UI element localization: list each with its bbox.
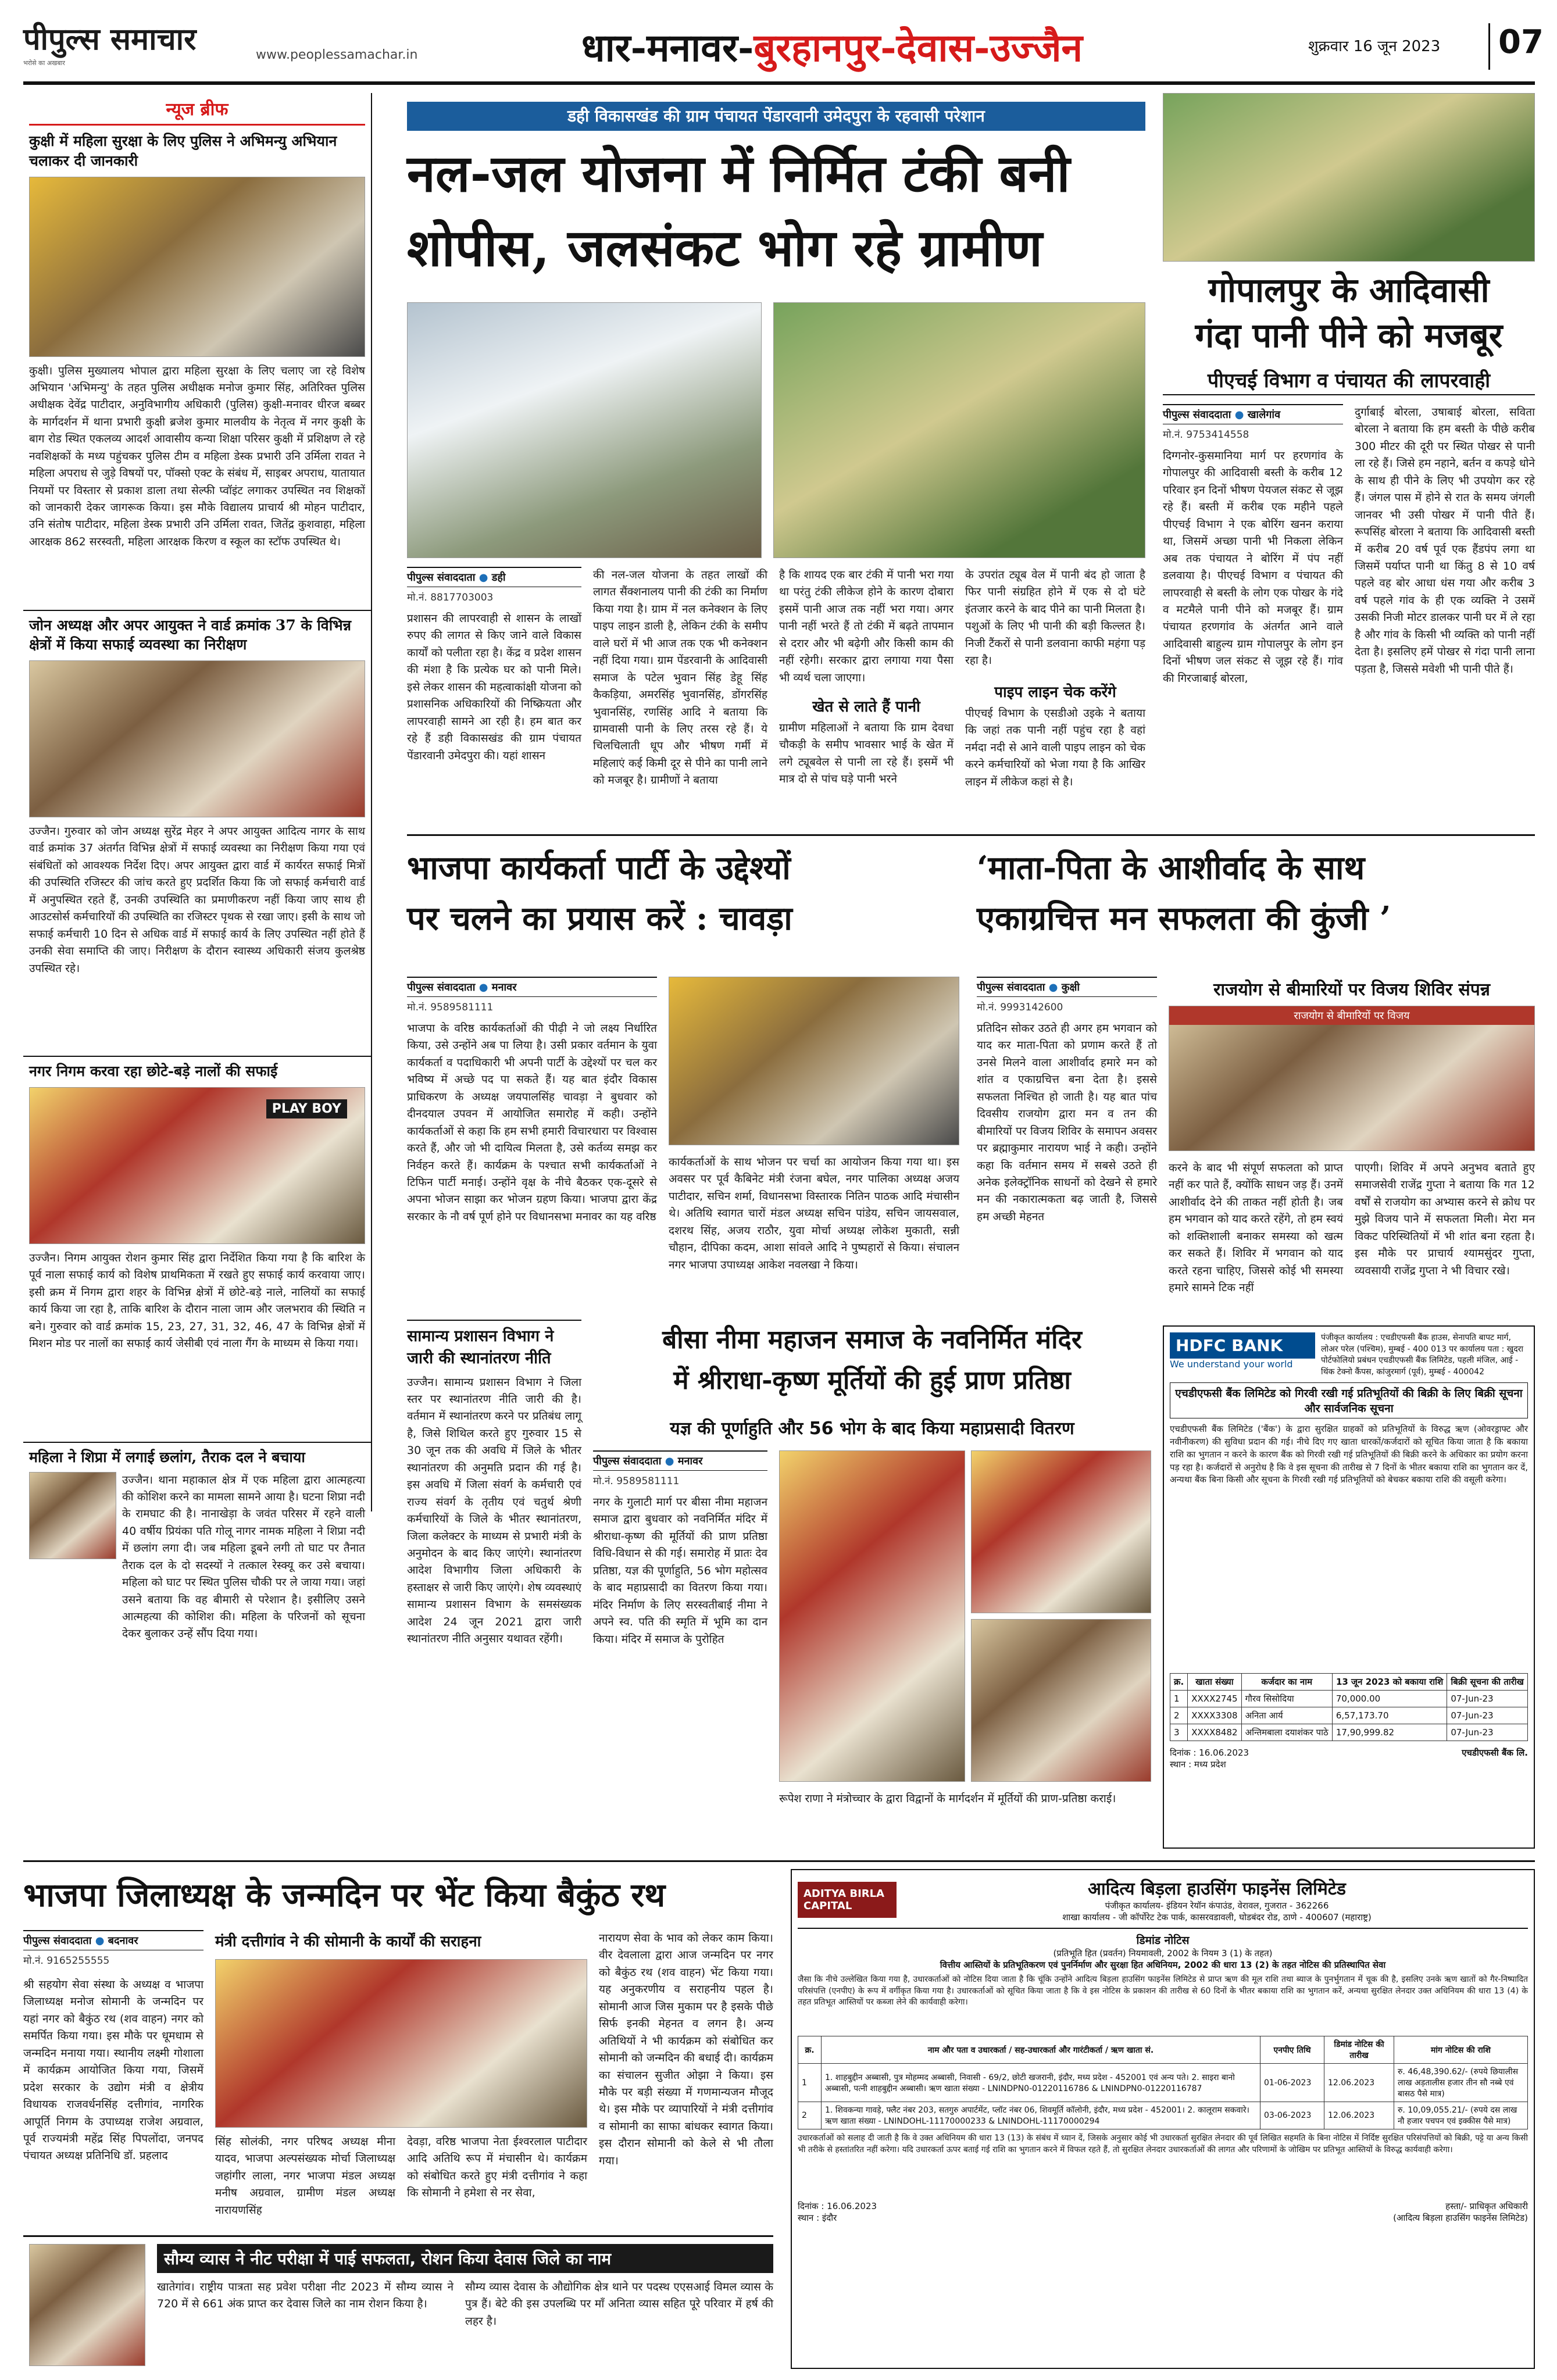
bjp-photo [669, 977, 959, 1145]
aditya-place: स्थान : इंदौर [798, 2213, 837, 2223]
bjp-col2: कार्यकर्ताओं के साथ भोजन पर चर्चा का आयोजन किया गया था। इस अवसर पर पूर्व कैबिनेट मंत्री रंजना बघेल, नगर पालिका अध्यक्ष अजय पाटीदार, सचिन शर्मा, विधानसभा विस्तारक नितिन पाठक आदि मंचासीन थे। अतिथि स्वागत चारों मंडल अध्यक्ष सचिन पांडेय, सचिन जायसवाल, दशरथ सिंह, अजय राठौर, युवा मोर्चा अध्यक्ष लोकेश मुकाती, सन्नी चौहान, दीपिका कदम, आशा सांवले आदि ने पुष्पहारों से किया। संचालन नगर भाजपा उपाध्यक्ष आकेश नवलखा ने किया। [669, 1156, 959, 1271]
hdfc-table [1170, 1673, 1528, 1741]
website-url[interactable]: www.peoplessamachar.in [256, 48, 418, 62]
aditya-intro: जैसा कि नीचे उल्लेखित किया गया है, उधारकर्ताओं को नोटिस दिया जाता है कि चूंकि उन्होंने आदित्य बिड़ला हाउसिंग फाइनेंस लिमिटेड से प्राप्त ऋण की मूल राशि तथा ब्याज के पुनर्भुगतान में चूक की है, इसलिए उनके ऋण खातों को गैर-निष्पादित परिसंपत्ति (एनपीए) के रूप में वर्गीकृत किया गया है। उधारकर्ताओं को सूचित किया जाता है कि वे इस नोटिस के प्रकाशन की तारीख से 60 दिनों के भीतर बकाया राशि का भुगतान करें, अन्यथा सुरक्षित लेनदार उक्त अधिनियम की धारा 13 (4) के तहत प्रतिभूत आस्तियों पर कब्जा लेने की कार्यवाही करेगा। [798, 1975, 1528, 2007]
lead-mobile: मो.नं. 8817703003 [407, 592, 494, 603]
matapita-col1: प्रतिदिन सोकर उठते ही अगर हम भगवान को याद कर माता-पिता को प्रणाम करते हैं तो उनसे मिलने वाला आशीर्वाद हमारे मन को शांत व एकाग्रचित्त बना देता है। इससे सफलता निश्चित हो जाती है। यह बात पांच दिवसीय राजयोग द्वारा मन व तन की बीमारियों पर विजय शिविर के समापन अवसर पर ब्रह्माकुमार नारायण भाई ने कही। उन्होंने कहा कि वर्तमान समय में सबसे उठते ही अनेक इलेक्ट्रॉनिक साधनों को देखने से हमारे मन की नकारात्मकता बढ़ जाती है, जिससे हम अच्छी मेहनत [977, 1022, 1157, 1223]
lead-col4b: पीएचई विभाग के एसडीओ उइके ने बताया कि जहां तक पानी नहीं पहुंच रहा है वहां नर्मदा नदी से आने वाली पाइप लाइन को चेक करने कर्मचारियों को भेजा गया है कि आखिर लाइन में लीकेज कहां से है। [965, 707, 1145, 788]
temple-subhead: यज्ञ की पूर्णाहुति और 56 भोग के बाद किया महाप्रसादी वितरण [670, 1418, 1074, 1439]
temple-photo-2 [971, 1450, 1151, 1613]
matapita-photo-banner: राजयोग से बीमारियों पर विजय [1169, 1006, 1534, 1025]
gopalpur-col2: दुर्गाबाई बोरला, उषाबाई बोरला, सविता बोरला ने बताया कि हम बस्ती के पीछे करीब 300 मीटर की दूरी पर स्थित पोखर से पानी ला रहे हैं। जिसे हम नहाने, बर्तन व कपड़े धोने के साथ ही पीने के लिए भी उपयोग कर रहे हैं। जंगल पास में होने से रात के समय जंगली जानवर भी उसी पोखर में पानी पीते हैं। रूपसिंह बोरला ने बताया कि आदिवासी बस्ती में करीब 20 वर्ष पूर्व एक हैंडपंप लगा था जिसमें पर्याप्त पानी था किंतु 8 से 10 वर्ष पहले वह बोर आधा धंस गया और करीब 3 वर्ष पहले गांव के ही एक व्यक्ति ने उसमें उसकी निजी मोटर डालकर पानी घर में ले रहा है और गांव के किसी भी व्यक्ति को पानी नहीं देता है। इसलिए हमें पोखर से गंदा पानी लाना पड़ता है, जिससे मवेशी भी पानी पीते हैं। [1355, 406, 1535, 676]
news-brief-label: न्यूज ब्रीफ [29, 93, 365, 126]
hdfc-notice-title: एचडीएफसी बैंक लिमिटेड को गिरवी रखी गई प्रतिभूतियों की बिक्री के लिए बिक्री सूचना और सार्वजनिक सूचना [1170, 1382, 1528, 1418]
hdfc-signatory: एचडीएफसी बैंक लि. [1462, 1748, 1528, 1759]
aditya-date: दिनांक : 16.06.2023 [798, 2201, 877, 2211]
gopalpur-photo [1163, 93, 1535, 262]
table-row: 1 1. शाहबुद्दीन अब्बासी, पुत्र मोहम्मद अब्बासी, निवासी - 69/2, छोटी खजरानी, इंदौर, मध्य प्रदेश - 452001 एवं अन्य पते। 2. साइरा बानो अब्बासी, पत्नी शाहबुद्दीन अब्बासी। ऋण खाता संख्या - LNINDPN0-01220116786 & LNINDPN0-01220116787 01-06-2023 12.06.2023 रु. 46,48,390.62/- (रुपये छियालीस लाख अड़तालीस हजार तीन सौ नब्बे एवं बासठ पैसे मात्र) [798, 2064, 1528, 2102]
aditya-act: वित्तीय आस्तियों के प्रतिभूतिकरण एवं पुनर्निर्माण और सुरक्षा हित अधिनियम, 2002 की धारा 13 (2) के तहत नोटिस की प्रतिस्थापित सेवा [940, 1960, 1386, 1970]
transfer-story [407, 1320, 581, 1854]
aditya-closing: उधारकर्ताओं को सलाह दी जाती है कि वे उक्त अधिनियम की धारा 13 (13) के संबंध में ध्यान दें, जिसके अनुसार कोई भी उधारकर्ता सुरक्षित लेनदार की पूर्व लिखित सहमति के बिना नोटिस में निर्दिष्ट सुरक्षित परिसंपत्तियों को बिक्री, पट्टे या अन्य किसी भी तरीके से हस्तांतरित नहीं करेगा। यदि उधारकर्ता ऊपर बताई गई राशि का भुगतान करने में विफल रहते हैं, तो सुरक्षित लेनदार उधारकर्ताओं की लागत और परिणामों के जोखिम पर प्रतिभूत आस्तियों के विरुद्ध कार्यवाही करेगा। [798, 2134, 1528, 2154]
lead-byline: पीपुल्स संवाददाता ● डही [407, 567, 581, 584]
bottom-rule [23, 1860, 1535, 1862]
lead-col4-wrap [965, 567, 1145, 823]
lead-photo-tank [407, 302, 762, 558]
lead-col1: प्रशासन की लापरवाही से शासन के लाखों रुपए की लागत से किए जाने वाले विकास कार्यों को पलीता रहा है। केंद्र व प्रदेश शासन की मंशा है कि प्रत्येक घर को पानी मिले। इसे लेकर शासन की महत्वाकांक्षी योजना को प्रशासनिक अधिकारियों की निष्क्रियता और लापरवाही सामने आ रही है। हम बात कर रहे हैं डही विकासखंड की ग्राम पंचायत पेंडारवानी उमेदपुरा की। यहां शासन [407, 612, 581, 762]
gopalpur-subhead: पीएचई विभाग व पंचायत की लापरवाही [1163, 366, 1535, 395]
birthday-col2: सिंह सोलंकी, नगर परिषद अध्यक्ष मीना यादव, भाजपा अल्पसंख्यक मोर्चा जिलाध्यक्ष जहांगीर लाला, नगर भाजपा मंडल अध्यक्ष मनीष अग्रवाल, ग्रामीण मंडल अध्यक्ष नारायणसिंह [215, 2135, 395, 2217]
matapita-col2: करने के बाद भी संपूर्ण सफलता को प्राप्त नहीं कर पाते हैं, क्योंकि साधन जड़ हैं। उनमें आशीर्वाद देने की ताकत नहीं होती है। जब हम भगवान को याद करते रहेंगे, तो हम स्वयं को शक्तिशाली बनाकर समस्या को खत्म कर सकते हैं। शिविर में भगवान को याद करते रहना चाहिए, जिससे कोई भी समस्या हमारे सामने टिक नहीं [1169, 1162, 1343, 1295]
table-row: 2 1. शिवकन्या गावड़े, फ्लैट नंबर 203, सतगुरु अपार्टमेंट, प्लॉट नंबर 06, शिवमूर्ति कॉलोनी, इंदौर, मध्य प्रदेश - 452001। 2. कालूराम सकवारे। ऋण खाता संख्या - LNINDOHL-11170000233 & LNINDOHL-11170000294 03-06-2023 12.06.2023 रु. 10,09,055.21/- (रुपये दस लाख नौ हजार पचपन एवं इक्कीस पैसे मात्र) [798, 2102, 1528, 2129]
hdfc-tagline: We understand your world [1170, 1359, 1293, 1370]
hdfc-notice [1163, 1325, 1535, 1849]
lead-subhead-field: खेत से लाते हैं पानी [812, 698, 920, 716]
bjp-byline: पीपुल्स संवाददाता ● मनावर [407, 977, 657, 994]
news-brief-column [23, 93, 372, 1641]
aditya-table [798, 2036, 1528, 2129]
birthday-col1: श्री सहयोग सेवा संस्था के अध्यक्ष व भाजपा जिलाध्यक्ष मनोज सोमानी के जन्मदिन पर यहां नगर को बैकुंठ रथ (शव वाहन) नगर को समर्पित किया गया। इस मौके पर धूमधाम से जन्मदिन मनाया गया। स्थानीय लक्ष्मी गोशाला में कार्यक्रम आयोजित किया गया, जिसमें प्रदेश सरकार के उद्योग मंत्री व क्षेत्रीय विधायक राजवर्धनसिंह दत्तीगांव, नागरिक आपूर्ति निगम के उपाध्यक्ष राजेश अग्रवाल, पूर्व राज्यमंत्री महेंद्र सिंह पिपलोंदा, जनपद पंचायत अध्यक्ष प्रतिनिधि डॉ. प्रहलाद [23, 1978, 203, 2163]
bjp-headline: भाजपा कार्यकर्ता पार्टी के उद्देश्यों पर चलने का प्रयास करें : चावड़ा [407, 849, 792, 938]
brief4-photo [29, 1472, 116, 1559]
temple-mobile: मो.नं. 9589581111 [593, 1475, 680, 1487]
temple-col1: नगर के गुलाटी मार्ग पर बीसा नीमा महाजन समाज द्वारा बुधवार को नवनिर्मित मंदिर में श्रीराधा-कृष्ण की मूर्तियों की प्राण प्रतिष्ठा विधि-विधान से की गई। समारोह में प्रातः देव प्रतिष्ठा, यज्ञ की पूर्णाहुति, 56 भोग महोत्सव के बाद महाप्रसादी का वितरण किया गया। मंदिर निर्माण के लिए सरस्वतीबाई नीमा ने अपने स्व. पति की स्मृति में भूमि का दान किया। मंदिर में समाज के पुरोहित [593, 1496, 767, 1646]
lead-col4: के उपरांत ट्यूब वेल में पानी बंद हो जाता है फिर पानी संग्रहित होने में एक से दो घंटे इंतजार करने के बाद पीने का पानी मिलता है। पशुओं के लिए भी पानी की बड़ी किल्लत है। निजी टैंकरों से पानी डलवाना काफी महंगा पड़ रहा है। [965, 569, 1145, 667]
gopalpur-byline: पीपुल्स संवाददाता ● खालेगांव [1163, 404, 1343, 421]
hdfc-th: क्र. [1170, 1674, 1188, 1691]
gopalpur-mobile: मो.नं. 9753414558 [1163, 429, 1249, 441]
aditya-th: क्र. [798, 2036, 822, 2064]
aditya-reg-office: पंजीकृत कार्यालय- इंडियन रेयॉन कंपाउंड, वेरावल, गुजरात - 362266 [1105, 1900, 1329, 1911]
aditya-birla-notice [791, 1869, 1535, 2369]
lead-headline: नल-जल योजना में निर्मित टंकी बनी शोपीस, जलसंकट भोग रहे ग्रामीण [407, 143, 1070, 278]
birthday-photo [215, 1959, 587, 2128]
table-row: 1 XXXX2745 गौरव सिसोदिया 70,000.00 07-Jun-23 [1170, 1691, 1528, 1707]
hdfc-date: दिनांक : 16.06.2023 [1170, 1748, 1249, 1759]
brief2-headline: जोन अध्यक्ष और अपर आयुक्त ने वार्ड क्रमांक 37 के विभिन्न क्षेत्रों में किया सफाई व्यवस्था का निरीक्षण [23, 610, 371, 655]
neet-headline: सौम्य व्यास ने नीट परीक्षा में पाई सफलता, रोशन किया देवास जिले का नाम [157, 2244, 773, 2273]
bjp-col1: भाजपा के वरिष्ठ कार्यकर्ताओं की पीढ़ी ने जो लक्ष्य निर्धारित किया, उसे उन्होंने अब पा लिया है। उसी प्रकार वर्तमान के युवा कार्यकर्ता व पदाधिकारी भी अपनी पार्टी के उद्देश्यों पर चल कर भविष्य में अच्छे पद पा सकते हैं। यह बात इंदौर विकास प्राधिकरण के अध्यक्ष जयपालसिंह चावड़ा ने बुधवार को दीनदयाल उपवन में आयोजित समारोह में कही। उन्होंने कार्यकर्ताओं से कहा कि हम सभी हमारी विचारधारा पर विश्वास करते हैं, और जो भी दायित्व मिलता है, उसे कर्तव्य समझ कर निर्वहन करते हैं। कार्यक्रम के पश्चात सभी कार्यकर्ताओं ने टिफिन पार्टी मनाई। उन्होंने वृक्ष के नीचे बैठकर एक-दूसरे से अपना भोजन साझा कर भोजन ग्रहण किया। भाजपा द्वारा केंद्र सरकार के नौ वर्ष पूर्ण होने पर विधानसभा मनावर का यह वरिष्ठ [407, 1022, 657, 1223]
birthday-headline: भाजपा जिलाध्यक्ष के जन्मदिन पर भेंट किया बैकुंठ रथ [23, 1876, 666, 1914]
neet-photo [29, 2244, 145, 2366]
brief1-photo [29, 177, 365, 357]
hdfc-notice-body: एचडीएफसी बैंक लिमिटेड ('बैंक') के द्वारा सुरक्षित ग्राहकों को प्रतिभूतियों के विरुद्ध ऋण (ओवरड्राफ्ट और नवीनीकरण) की सुविधा प्रदान की गई। नीचे दिए गए खाता धारकों/कर्जदारों को सूचित किया जाता है कि बकाया राशि का भुगतान न करने के कारण बैंक को गिरवी रखी गई प्रतिभूतियों की बिक्री करने के अधिकार का प्रयोग करना पड़ रहा है। कर्जदारों से अनुरोध है कि वे इस सूचना की तारीख से 7 दिनों के भीतर बकाया राशि का भुगतान कर दें, अन्यथा बैंक बिना किसी और सूचना के गिरवी रखी गई प्रतिभूतियों को बेचकर बकाया राशि की वसूली करेगा। [1170, 1424, 1528, 1485]
brief3-body: उज्जैन। निगम आयुक्त रोशन कुमार सिंह द्वारा निर्देशित किया गया है कि बारिश के पूर्व नाला सफाई कार्य को विशेष प्राथमिकता में रखते हुए सफाई कार्य करवाया जाए। इसी क्रम में निगम द्वारा शहर के विभिन्न क्षेत्रों में छोटे-बड़े नाले, नालियों का सफाई कार्य किया जा रहा है, ताकि बारिश के दौरान नाला जाम और जलभराव की स्थिति न बने। गुरुवार को वार्ड क्रमांक 15, 23, 27, 31, 32, 46, 47 के विभिन्न क्षेत्रों में मिशन मोड पर नालों का सफाई कार्य जेसीबी एवं नाला गैंग के माध्यम से किया गया। [29, 1251, 365, 1350]
neet-col2: सौम्य व्यास देवास के औद्योगिक क्षेत्र थाने पर पदस्थ एएसआई विमल व्यास के पुत्र हैं। बेटे की इस उपलब्धि पर माँ अनिता व्यास सहित पूरे परिवार में हर्ष की लहर है। [465, 2281, 773, 2328]
hdfc-th: कर्जदार का नाम [1241, 1674, 1332, 1691]
temple-photo-3 [971, 1619, 1151, 1782]
aditya-th: मांग नोटिस की राशि [1394, 2036, 1528, 2064]
table-row: 3 XXXX8482 अन्तिमबाला दयाशंकर पाठे 17,90,999.82 07-Jun-23 [1170, 1724, 1528, 1741]
issue-date: शुक्रवार 16 जून 2023 [1308, 38, 1441, 55]
lead-col2: की नल-जल योजना के तहत लाखों की लागत सैंक्शनालय पानी की टंकी का निर्माण किया गया है। ग्राम में नल कनेक्शन के लिए पाइप लाइन डाली है, लेकिन टंकी के समीप वाले घरों में भी आज तक एक भी कनेक्शन नहीं दिया गया। ग्राम पेंडरवानी के आदिवासी समाज के पटेल भुवान सिंह डेहू सिंह कैकड़िया, अमरसिंह भुवानसिंह, डोंगरसिंह भुवानसिंह, रणसिंह आदि ने बताया कि ग्रामवासी पानी के लिए तरस रहे हैं। ये चिलचिलाती धूप और भीषण गर्मी में महिलाएं कई किमी दूर से पीने का पानी लाने को मजबूर है। ग्रामीणों ने बताया [593, 569, 767, 787]
birthday-col3: देवड़ा, वरिष्ठ भाजपा नेता ईश्वरलाल पाटीदार आदि अतिथि रूप में मंचासीन थे। कार्यक्रम को संबोधित करते हुए मंत्री दत्तीगांव ने कहा कि सोमानी ने हमेशा से नर सेवा, [407, 2135, 587, 2200]
lead-kicker: डही विकासखंड की ग्राम पंचायत पेंडारवानी उमेदपुरा के रहवासी परेशान [407, 102, 1145, 131]
lead-col3-wrap [779, 567, 954, 823]
birthday-mobile: मो.नं. 9165255555 [23, 1955, 110, 1967]
hdfc-place: स्थान : मध्य प्रदेश [1170, 1759, 1226, 1770]
matapita-col3: पाएगी। शिविर में अपने अनुभव बताते हुए समाजसेवी राजेंद्र गुप्ता ने बताया कि गत 12 वर्षों से राजयोग का अभ्यास करने से क्रोध पर मुझे विजय पाने में सफलता मिली। मेरा मन विकट परिस्थितियों में भी शांत बना रहता है। इस मौके पर प्राचार्य श्यामसुंदर गुप्ता, व्यवसायी राजेंद्र गुप्ता ने भी विचार रखे। [1355, 1162, 1535, 1277]
brief2-photo [29, 660, 365, 817]
aditya-sign2: (आदित्य बिड़ला हाउसिंग फाइनेंस लिमिटेड) [1393, 2213, 1528, 2223]
aditya-rule: (प्रतिभूति हित (प्रवर्तन) नियमावली, 2002 के नियम 3 (1) के तहत) [1053, 1948, 1273, 1959]
temple-photo-1 [779, 1450, 965, 1782]
brief1-body: कुक्षी। पुलिस मुख्यालय भोपाल द्वारा महिला सुरक्षा के लिए चलाए जा रहे विशेष अभियान 'अभिमन्यु' के तहत पुलिस अधीक्षक मनोज कुमार सिंह, अतिरिक्त पुलिस अधीक्षक देवेंद्र पाटीदार, अनुविभागीय अधिकारी (पुलिस) कुक्षी-मनावर धीरज बब्बर के मार्गदर्शन में थाना प्रभारी कुक्षी ब्रजेश कुमार मालवीय के नेतृत्व में नगर कुक्षी के बाग रोड स्थित एकलव्य आदर्श आवासीय कन्या शिक्षा परिसर कुक्षी में प्रशिक्षण ले रहे नवशिक्षकों के मध्य पहुंचकर पुलिस टीम व महिला डेस्क प्रभारी उनि उर्मिला रावत ने महिला अपराध से जुड़े विषयों पर, पॉक्सो एक्ट के संबंध में, साइबर अपराध, यातायात नियमों पर विस्तार से प्रकाश डाला तथा सेल्फी प्वॉइंट लगाकर उपस्थित नव शिक्षकों को जानकारी देकर जागरूक किया। इस मौके विद्यालय प्राचार्य श्री मोहन पाटीदार, उनि संतोष पाटीदार, महिला डेस्क प्रभारी उनि उर्मिला रावत, जितेंद्र कुशवाहा, महिला आरक्षक 862 सरस्वती, महिला आरक्षक किरण व स्कूल का स्टॉफ उपस्थित थे। [29, 364, 365, 548]
matapita-subhead: राजयोग से बीमारियों पर विजय शिविर संपन्न [1213, 980, 1490, 1000]
brief3-photo [29, 1087, 365, 1244]
temple-byline: पीपुल्स संवाददाता ● मनावर [593, 1450, 767, 1468]
birthday-byline: पीपुल्स संवाददाता ● बदनावर [23, 1930, 203, 1947]
matapita-byline: पीपुल्स संवाददाता ● कुक्षी [977, 977, 1157, 994]
lead-photo-villagers [773, 302, 1145, 558]
lead-col3b: ग्रामीण महिलाओं ने बताया कि ग्राम देवधा चौकड़ी के समीप भावसार भाई के खेत में लगे ट्यूबवेल से पानी ला रहे हैं। इसमें भी मात्र दो से पांच घड़े पानी भरने [779, 721, 954, 786]
transfer-body: उज्जैन। सामान्य प्रशासन विभाग ने जिला स्तर पर स्थानांतरण नीति जारी की है। वर्तमान में स्थानांतरण करने पर प्रतिबंध लागू है, जिसे शिथिल करते हुए गुरुवार 15 से 30 जून तक की अवधि में जिले के भीतर स्थानांतरण की अनुमति प्रदान की गई है। इस अवधि में जिला संवर्ग के कर्मचारी एवं राज्य संवर्ग के तृतीय एवं चतुर्थ श्रेणी कर्मचारियों के जिले के भीतर स्थानांतरण, जिला कलेक्टर के माध्यम से प्रभारी मंत्री के अनुमोदन के बाद किए जाएंगे। स्थानांतरण आदेश विभागीय जिला अधिकारी के हस्ताक्षर से जारी किए जाएंगे। शेष व्यवस्थाएं सामान्य प्रशासन विभाग के समसंख्यक आदेश 24 जून 2021 द्वारा जारी स्थानांतरण नीति अनुसार यथावत रहेंगी। [407, 1375, 581, 1646]
table-row: 2 XXXX3308 अनिता आर्य 6,57,173.70 07-Jun-23 [1170, 1707, 1528, 1724]
matapita-mobile: मो.नं. 9993142600 [977, 1002, 1063, 1013]
header-rule [23, 81, 1535, 85]
aditya-branch: शाखा कार्यालय - जी कॉर्पोरेट टेक पार्क, कासरवडावली, घोडबंदर रोड, ठाणे - 400607 (महाराष्ट्र) [1062, 1912, 1372, 1922]
gopalpur-col1: दिग्गनोर-कुसमानिया मार्ग पर हरणगांव के गोपालपुर की आदिवासी बस्ती के करीब 12 परिवार इन दिनों भीषण पेयजल संकट से जूझ रहे हैं। बस्ती में करीब एक महीने पहले पीएचई विभाग ने एक बोरिंग खनन कराया था, जिसमें अच्छा पानी भी निकला लेकिन अब तक पंचायत ने बोरिंग में पंप नहीं डलवाया है। पीएचई विभाग व पंचायत की लापरवाही से बस्ती के लोग एक पोखर के गंदे व मटमैले पानी पीने को मजबूर हैं। ग्राम पंचायत हरणगांव के अंतर्गत आने वाले आदिवासी बाहुल्य ग्राम गोपालपुर के लोग इन दिनों भीषण जल संकट से जूझ रहे हैं। गांव की गिरजाबाई बोरला, [1163, 449, 1343, 685]
neet-col1: खातेगांव। राष्ट्रीय पात्रता सह प्रवेश परीक्षा नीट 2023 में सौम्य व्यास ने 720 में से 661 अंक प्राप्त कर देवास जिले का नाम रोशन किया है। [157, 2281, 453, 2311]
hdfc-th: बिक्री सूचना की तारीख [1447, 1674, 1528, 1691]
brief4-body: उज्जैन। थाना महाकाल क्षेत्र में एक महिला द्वारा आत्महत्या की कोशिश करने का मामला सामने आया है। घटना शिप्रा नदी के रामघाट की है। नानाखेड़ा के जवंत परिसर में रहने वाली 40 वर्षीय प्रियंका पति गोलू नागर नामक महिला ने शिप्रा नदी में छलांग लगा दी। जब महिला डूबने लगी तो घाट पर तैनात तैराक दल के दो सदस्यों ने तत्काल रेस्क्यू कर उसे बचाया। महिला को घाट पर स्थित पुलिस चौकी पर ले जाया गया। जहां उसने बताया कि वह बीमारी से परेशान है। इसीलिए उसने आत्महत्या की कोशिश की। महिला के परिजनों को सूचना देकर बुलाकर उन्हें सौंप दिया गया। [122, 1473, 365, 1641]
lead-subhead-pipeline: पाइप लाइन चेक करेंगे [994, 684, 1116, 701]
gopalpur-headline: गोपालपुर के आदिवासी गंदा पानी पीने को मजबूर [1195, 270, 1503, 356]
brief3-headline: नगर निगम करवा रहा छोटे-बड़े नालों की सफाई [23, 1056, 371, 1081]
matapita-photo [1169, 1006, 1535, 1151]
aditya-th: नाम और पता व उधारकर्ता / सह-उधारकर्ता और गारंटीकर्ता / ऋण खाता सं. [822, 2036, 1260, 2064]
page-number: 07 [1488, 23, 1541, 70]
newspaper-logo: पीपुल्स समाचार भरोसे का अखबार [23, 22, 197, 67]
birthday-subhead: मंत्री दत्तीगांव ने की सोमानी के कार्यों की सराहना [215, 1933, 481, 1950]
aditya-company: आदित्य बिड़ला हाउसिंग फाइनेंस लिमिटेड [1088, 1879, 1346, 1899]
brief1-headline: कुक्षी में महिला सुरक्षा के लिए पुलिस ने अभिमन्यु अभियान चलाकर दी जानकारी [29, 133, 337, 169]
transfer-headline: सामान्य प्रशासन विभाग ने जारी की स्थानांतरण नीति [407, 1327, 554, 1367]
shop-sign-text: PLAY BOY [266, 1099, 347, 1118]
temple-caption: रूपेश राणा ने मंत्रोच्चार के द्वारा विद्वानों के मार्गदर्शन में मूर्तियों की प्राण-प्रतिष्ठा कराई। [779, 1792, 1116, 1805]
hdfc-th: 13 जून 2023 को बकाया राशि [1332, 1674, 1447, 1691]
temple-headline: बीसा नीमा महाजन समाज के नवनिर्मित मंदिर में श्रीराधा-कृष्ण मूर्तियों की हुई प्राण प्रतिष्ठा [662, 1325, 1082, 1396]
brief4-headline: महिला ने शिप्रा में लगाई छलांग, तैराक दल ने बचाया [23, 1442, 371, 1467]
aditya-notice-title: डिमांड नोटिस [1136, 1934, 1190, 1947]
hdfc-logo: HDFC BANK [1170, 1332, 1315, 1359]
aditya-th: डिमांड नोटिस की तारीख [1324, 2036, 1394, 2064]
bjp-mobile: मो.नं. 9589581111 [407, 1002, 494, 1013]
matapita-headline: ‘माता-पिता के आशीर्वाद के साथ एकाग्रचित्त मन सफलता की कुंजी ’ [977, 849, 1391, 938]
aditya-th: एनपीए तिथि [1260, 2036, 1324, 2064]
hdfc-address: पंजीकृत कार्यालय : एचडीएफसी बैंक हाउस, सेनापति बापट मार्ग, लोअर परेल (पश्चिम), मुम्बई - 400 013 पर कार्यालय पता : खुदरा पोर्टफोलियो प्रबंधन एचडीएफसी बैंक लिमिटेड, पहली मंजिल, आई - थिंक टेक्नो कैंपस, कांजुरमार्ग (पूर्व), मुम्बई - 400042 [1321, 1333, 1524, 1377]
birthday-col4: नारायण सेवा के भाव को लेकर काम किया। वीर देवलाला द्वारा आज जन्मदिन पर नगर को बैकुंठ रथ (शव वाहन) भेंट किया गया। यह अनुकरणीय व सराहनीय पहल है। सोमानी आज जिस मुकाम पर है इसके पीछे सिर्फ इनकी मेहनत व लगन है। अन्य अतिथियों ने भी कार्यक्रम को संबोधित कर सोमानी को जन्मदिन की बधाई दी। कार्यक्रम का संचालन सुजीत ओझा ने किया। इस मौके पर बड़ी संख्या में गणमान्यजन मौजूद थे। इस मौके पर व्यापारियों ने मंत्री दत्तीगांव व सोमानी का साफा बांधकर स्वागत किया। इस दौरान सोमानी को केले से भी तौला गया। [599, 1932, 773, 2167]
hdfc-th: खाता संख्या [1188, 1674, 1241, 1691]
page-section-title: धार-मनावर-बुरहानपुर-देवास-उज्जैन [581, 25, 1083, 70]
section-rule [407, 834, 1535, 836]
neet-rule [23, 2235, 773, 2237]
aditya-sign1: हस्ता/- प्राधिकृत अधिकारी [1445, 2201, 1528, 2211]
brief2-body: उज्जैन। गुरुवार को जोन अध्यक्ष सुरेंद्र मेहर ने अपर आयुक्त आदित्य नागर के साथ वार्ड क्रमांक 37 अंतर्गत विभिन्न क्षेत्रों में सफाई व्यवस्था का निरीक्षण किया गया एवं संबंधितों को आवश्यक निर्देश दिए। अपर आयुक्त द्वारा वार्ड में कार्यरत सफाई मित्रों की उपस्थिति रजिस्टर की जांच करते हुए प्रदर्शित किया कि जो सफाई कर्मचारी वार्ड में अनुपस्थित रहते हैं, उनकी उपस्थिति का प्रमाणीकरण नहीं किया जाए साथ ही आउटसोर्स कर्मचारियों की उपस्थिति का रजिस्टर पृथक से रखा जाए। इसी के साथ जो सफाई कर्मचारी 10 दिन से अधिक वार्ड में सफाई कार्य के लिए उपस्थित नहीं होते हैं उनकी सेवा समाप्ति की जाए। निरीक्षण के दौरान स्वास्थ्य अधिकारी संजय कुलश्रेष्ठ उपस्थित रहे। [29, 825, 365, 975]
lead-col3: है कि शायद एक बार टंकी में पानी भरा गया था परंतु टंकी लीकेज होने के कारण दोबारा इसमें पानी आज तक नहीं भरा गया। अगर पानी नहीं भरते हैं तो टंकी में बढ़ते तापमान से दरार और भी बढ़ेगी और किसी काम की नहीं रहेगी। सरकार द्वारा लगाया गया पैसा भी व्यर्थ चला जाएगा। [779, 569, 954, 684]
aditya-logo: ADITYA BIRLA CAPITAL [798, 1882, 897, 1918]
